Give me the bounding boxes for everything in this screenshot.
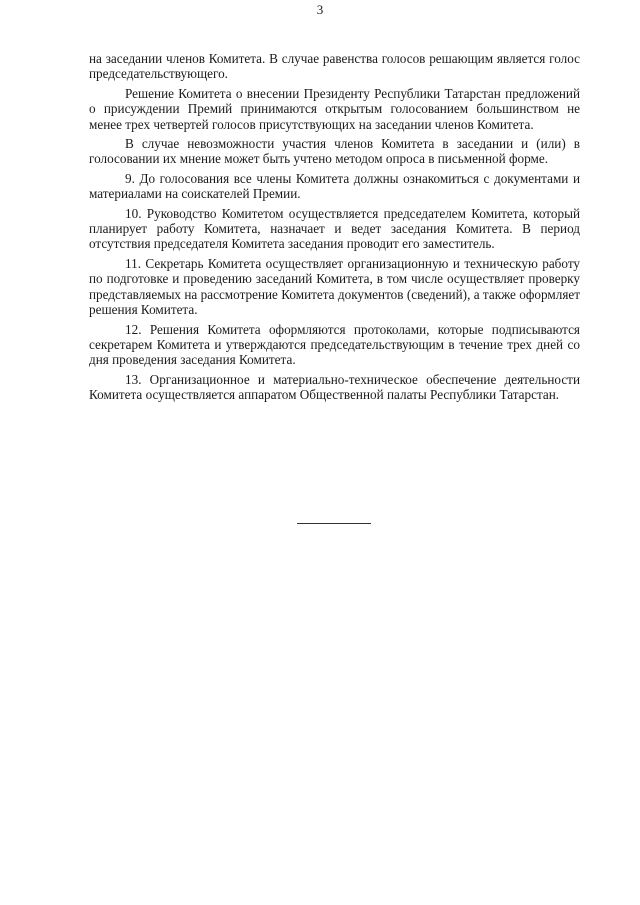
paragraph-item-12: 12. Решения Комитета оформляются протоколами, которые подписываются секретарем Комитета и утверждаются председательствующим в течение трех дней со дня проведения заседания Комитета. (89, 321, 580, 368)
paragraph-item-10: 10. Руководство Комитетом осуществляется председателем Комитета, который планирует работу Комитета, назначает и ведет заседания Комитета. В период отсутствия председателя Комитета заседания проводит его заместитель. (89, 205, 580, 252)
paragraph-item-13: 13. Организационное и материально-техническое обеспечение деятельности Комитета осуществляется аппаратом Общественной палаты Республики Татарстан. (89, 371, 580, 403)
paragraph-written-poll: В случае невозможности участия членов Комитета в заседании и (или) в голосовании их мнение может быть учтено методом опроса в письменной форме. (89, 136, 580, 167)
end-of-document-rule (297, 523, 371, 524)
paragraph-decision-procedure: Решение Комитета о внесении Президенту Республики Татарстан предложений о присуждении Премий принимаются открытым голосованием большинством не менее трех четвертей голосов присутствующих на заседании членов Комитета. (89, 85, 580, 132)
paragraph-continuation: на заседании членов Комитета. В случае равенства голосов решающим является голос председательствующего. (89, 51, 580, 82)
document-body (89, 51, 580, 407)
page-number: 3 (316, 2, 324, 17)
paragraph-item-11: 11. Секретарь Комитета осуществляет организационную и техническую работу по подготовке и проведению заседаний Комитета, в том числе осуществляет проверку представляемых на рассмотрение Комитета документов (сведений), а также оформляет решения Комитета. (89, 255, 580, 318)
paragraph-item-9: 9. До голосования все члены Комитета должны ознакомиться с документами и материалами на соискателей Премии. (89, 170, 580, 202)
